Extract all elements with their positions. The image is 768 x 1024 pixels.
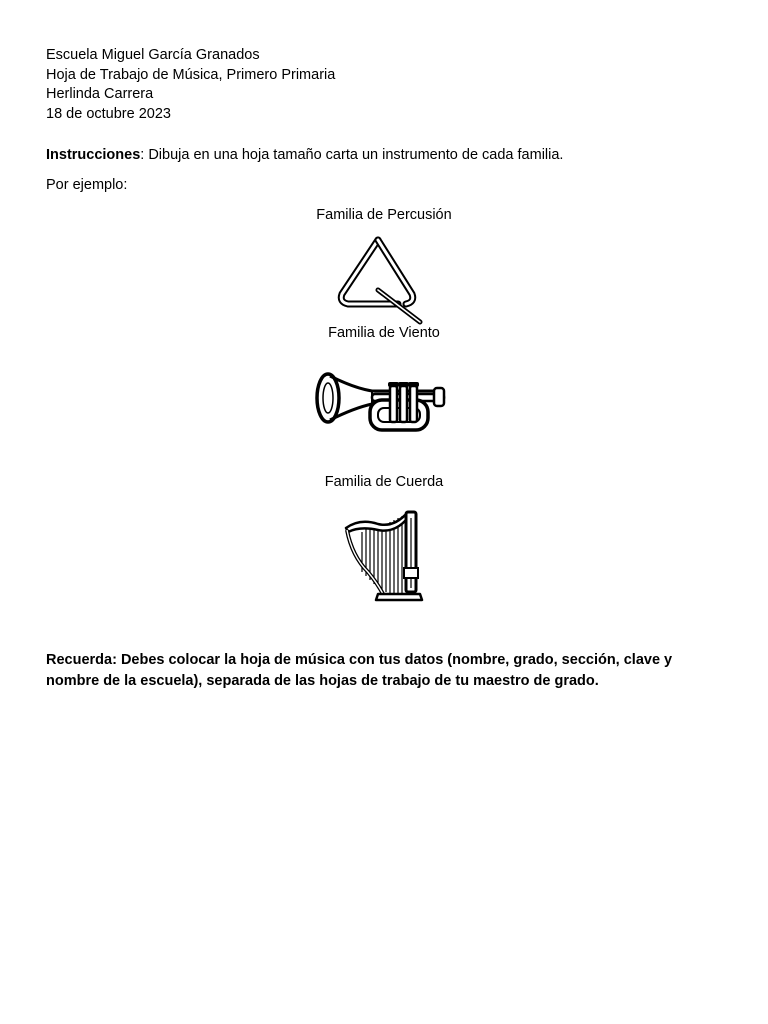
teacher-name: Herlinda Carrera bbox=[46, 86, 154, 102]
instructions-text: : Dibuja en una hoja tamaño carta un instrumento de cada familia. bbox=[140, 147, 564, 163]
harp-icon bbox=[338, 508, 426, 604]
family-label-strings: Familia de Cuerda bbox=[324, 474, 444, 490]
example-label: Por ejemplo: bbox=[46, 177, 128, 193]
school-name: Escuela Miguel García Granados bbox=[46, 47, 260, 63]
family-label-wind: Familia de Viento bbox=[328, 325, 440, 341]
document-header bbox=[46, 46, 335, 124]
worksheet-title: Hoja de Trabajo de Música, Primero Primaria bbox=[46, 66, 336, 83]
family-label-percussion: Familia de Percusión bbox=[316, 207, 452, 223]
reminder-text: Recuerda: Debes colocar la hoja de música con tus datos (nombre, grado, sección, clave y nombre de la escuela), separada de las hojas de trabajo de tu maestro de grado. bbox=[46, 652, 673, 689]
triangle-instrument-icon bbox=[336, 232, 432, 328]
document-date: 18 de octubre 2023 bbox=[46, 105, 171, 122]
trumpet-icon bbox=[310, 364, 450, 440]
instructions bbox=[46, 147, 563, 163]
instructions-label: Instrucciones bbox=[46, 147, 141, 163]
